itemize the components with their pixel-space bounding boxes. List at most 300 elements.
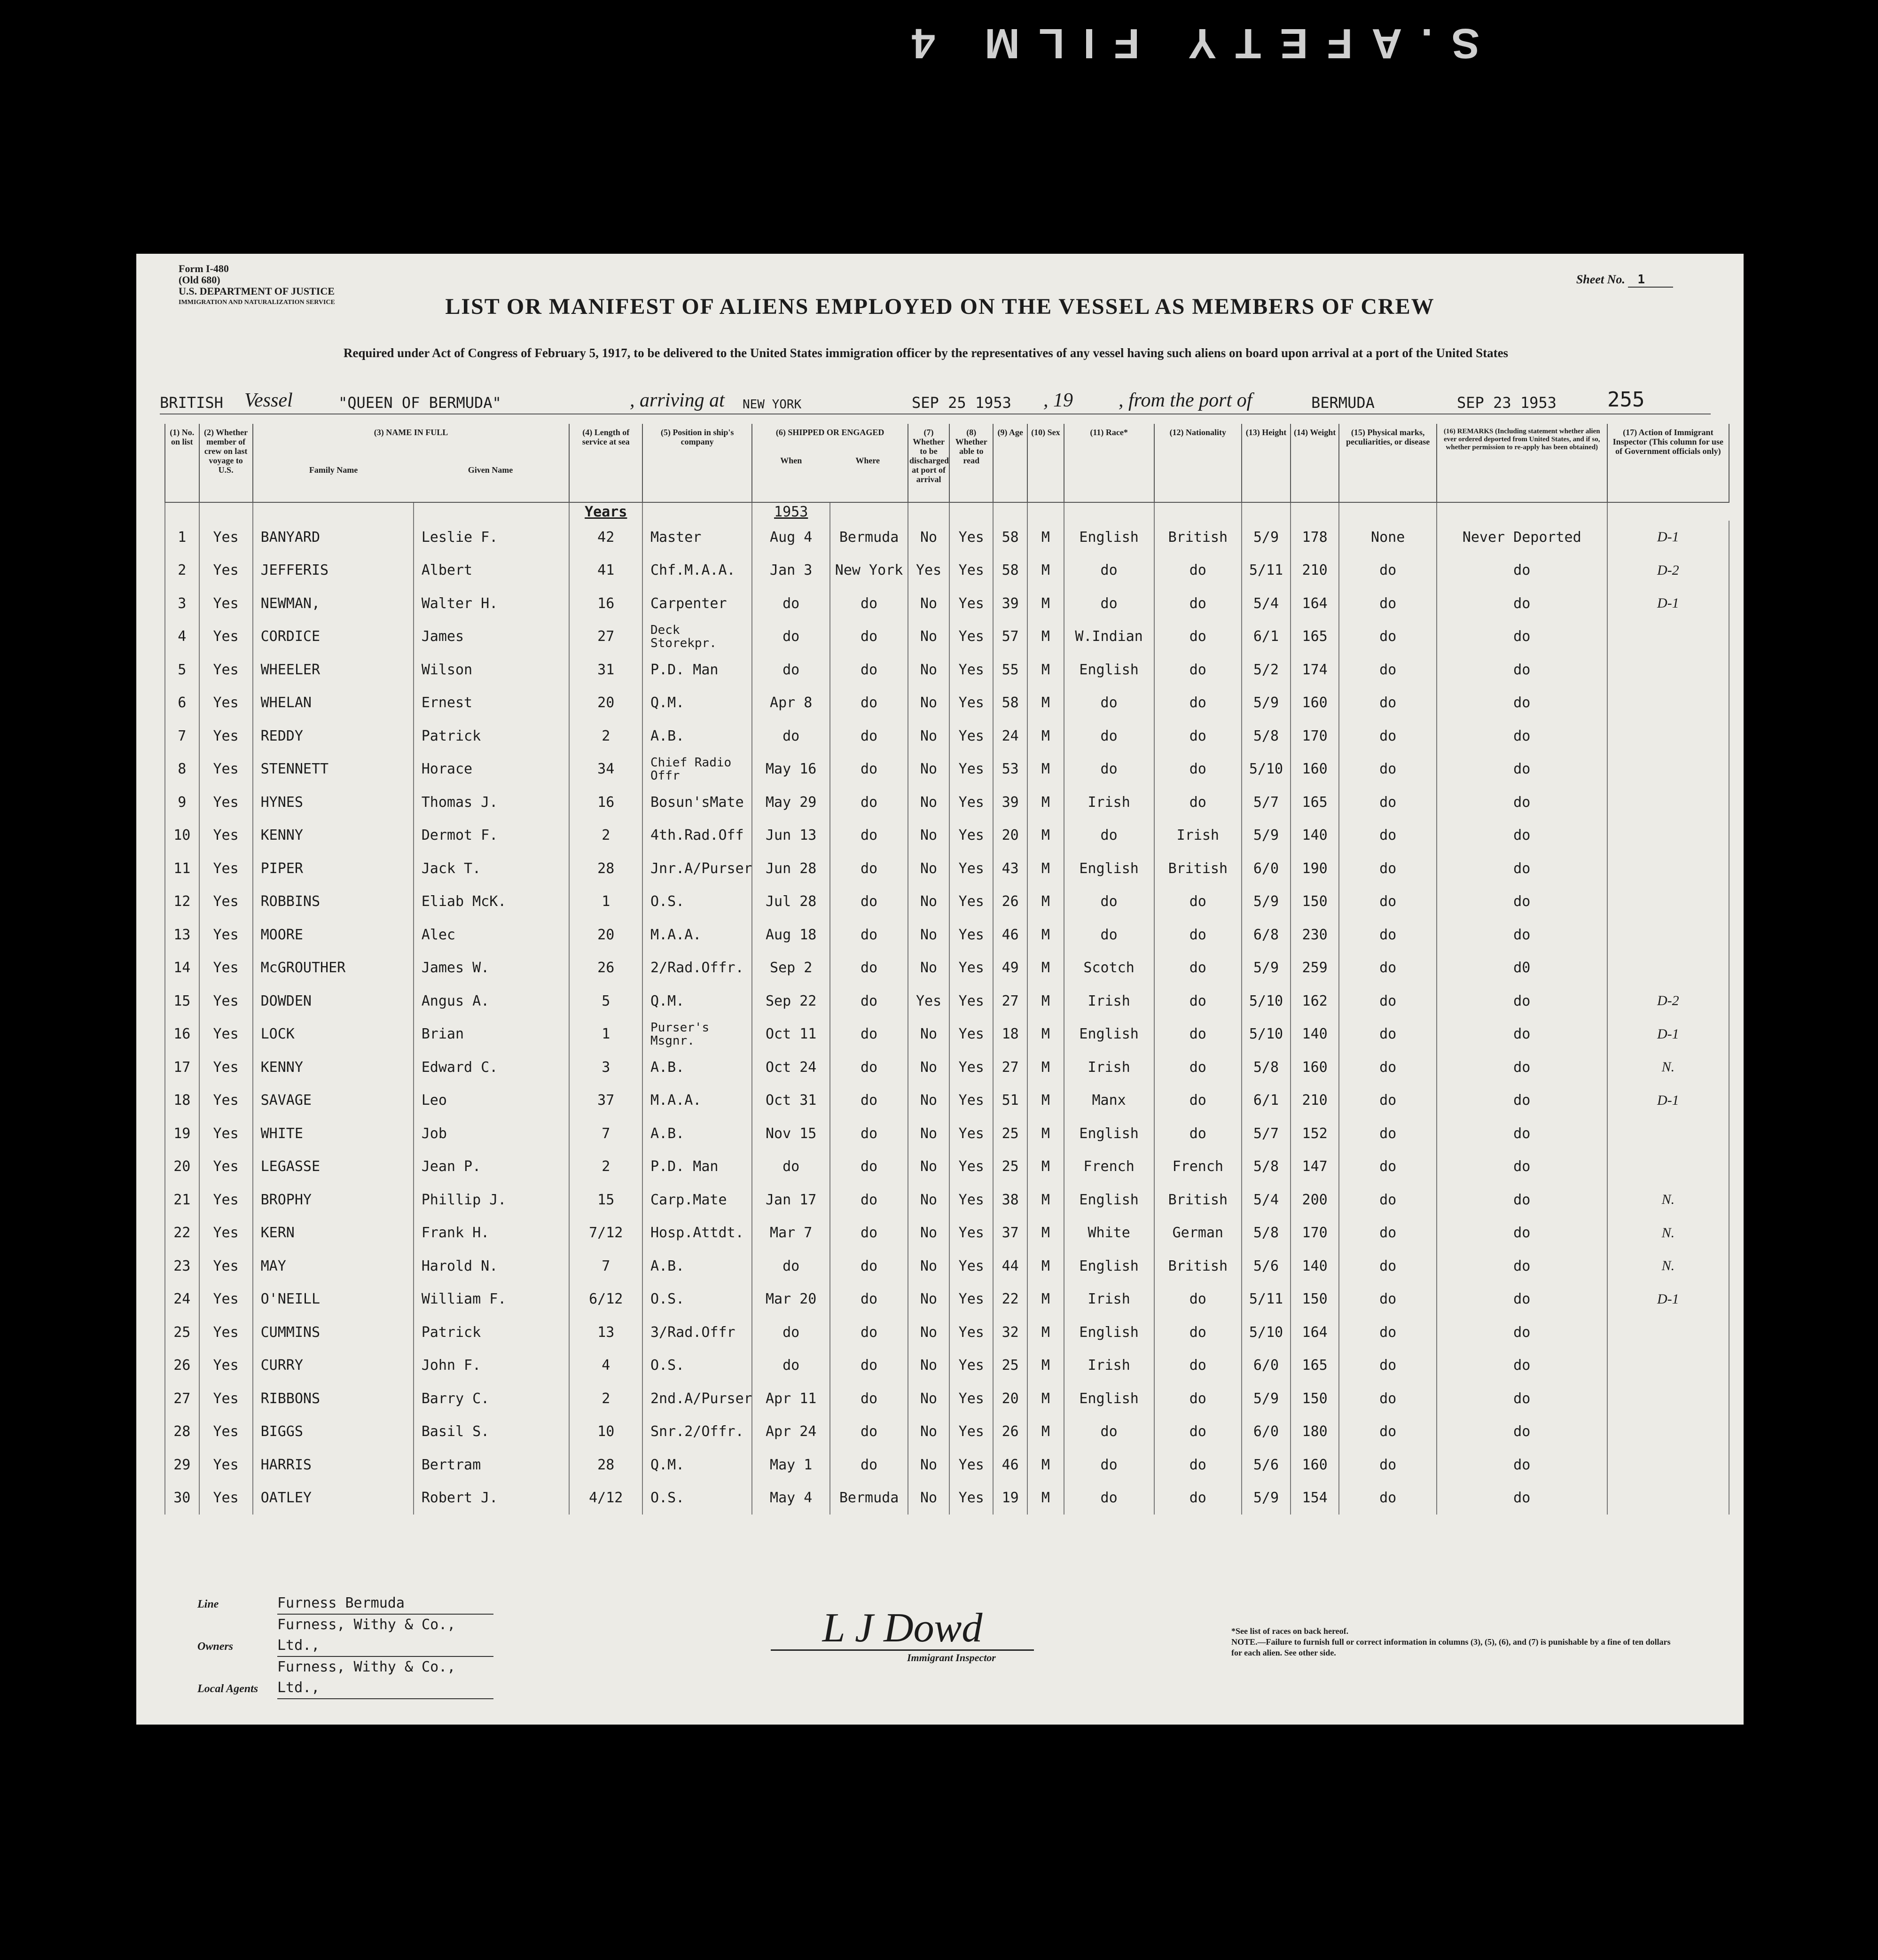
cell-discharged: No [908, 885, 949, 919]
cell-discharged: No [908, 1382, 949, 1415]
cell-read: Yes [949, 1283, 993, 1316]
cell-where: do [830, 1084, 908, 1117]
cell-height: 6/1 [1242, 620, 1291, 654]
cell-age: 26 [993, 885, 1027, 919]
cell-race: English [1064, 1316, 1154, 1349]
cell-marks: do [1339, 1183, 1436, 1217]
cell-no: 21 [165, 1183, 199, 1217]
cell-marks: do [1339, 819, 1436, 852]
col-header-discharged: (7) Whether to be discharged at port of arrival [908, 424, 949, 502]
cell-action [1607, 885, 1729, 919]
cell-service: 37 [569, 1084, 642, 1117]
cell-weight: 164 [1291, 587, 1339, 620]
cell-service: 26 [569, 952, 642, 985]
cell-family: KENNY [253, 819, 414, 852]
cell-remarks: do [1437, 1051, 1607, 1084]
cell-remarks: d0 [1437, 952, 1607, 985]
years-label: Years [569, 502, 642, 521]
cell-nationality: do [1154, 885, 1242, 919]
cell-action [1607, 653, 1729, 687]
cell-remarks: do [1437, 885, 1607, 919]
cell-height: 5/10 [1242, 1316, 1291, 1349]
cell-nationality: do [1154, 1283, 1242, 1316]
cell-height: 6/0 [1242, 1349, 1291, 1382]
cell-discharged: No [908, 952, 949, 985]
cell-where: do [830, 1051, 908, 1084]
table-row [165, 1183, 1729, 1217]
cell-action [1607, 819, 1729, 852]
cell-prev: Yes [199, 1051, 253, 1084]
cell-weight: 147 [1291, 1150, 1339, 1184]
cell-given: James W. [414, 952, 570, 985]
table-row [165, 753, 1729, 786]
col-header-nationality: (12) Nationality [1154, 424, 1242, 502]
cell-age: 18 [993, 1018, 1027, 1051]
cell-where: do [830, 1382, 908, 1415]
col-header-age: (9) Age [993, 424, 1027, 502]
cell-race: English [1064, 1249, 1154, 1283]
cell-no: 18 [165, 1084, 199, 1117]
form-identifier: Form I-480 (Old 680) U.S. DEPARTMENT OF JUSTICE IMMIGRATION AND NATURALIZATION SERVICE [179, 263, 335, 306]
cell-action: D-1 [1607, 1283, 1729, 1316]
cell-remarks: do [1437, 984, 1607, 1018]
cell-family: CORDICE [253, 620, 414, 654]
cell-nationality: do [1154, 1084, 1242, 1117]
cell-where: do [830, 819, 908, 852]
cell-marks: do [1339, 1415, 1436, 1449]
cell-where: New York [830, 554, 908, 587]
cell-height: 5/2 [1242, 653, 1291, 687]
cell-when: do [752, 1150, 830, 1184]
cell-given: Harold N. [414, 1249, 570, 1283]
cell-age: 25 [993, 1150, 1027, 1184]
cell-marks: do [1339, 587, 1436, 620]
cell-read: Yes [949, 819, 993, 852]
cell-discharged: No [908, 1249, 949, 1283]
cell-family: O'NEILL [253, 1283, 414, 1316]
cell-height: 5/10 [1242, 1018, 1291, 1051]
cell-action [1607, 1382, 1729, 1415]
crew-table [164, 424, 1729, 1515]
cell-prev: Yes [199, 1183, 253, 1217]
cell-nationality: do [1154, 1316, 1242, 1349]
cell-height: 5/9 [1242, 952, 1291, 985]
cell-discharged: No [908, 1316, 949, 1349]
cell-remarks: do [1437, 1084, 1607, 1117]
cell-family: REDDY [253, 719, 414, 753]
cell-remarks: do [1437, 1150, 1607, 1184]
cell-discharged: Yes [908, 554, 949, 587]
cell-family: CUMMINS [253, 1316, 414, 1349]
cell-position: Purser's Msgnr. [642, 1018, 752, 1051]
cell-marks: do [1339, 1283, 1436, 1316]
cell-marks: do [1339, 1018, 1436, 1051]
film-edge-text: S.AFETY FILM 4 [893, 20, 1480, 67]
cell-prev: Yes [199, 521, 253, 554]
cell-sex: M [1027, 620, 1064, 654]
cell-no: 9 [165, 786, 199, 819]
sheet-number: Sheet No. 1 [1576, 273, 1673, 287]
departure-port: BERMUDA [1311, 394, 1375, 412]
cell-where: do [830, 984, 908, 1018]
cell-service: 1 [569, 885, 642, 919]
cell-action: N. [1607, 1183, 1729, 1217]
cell-when: Apr 24 [752, 1415, 830, 1449]
cell-height: 5/8 [1242, 1051, 1291, 1084]
cell-service: 31 [569, 653, 642, 687]
cell-family: WHEELER [253, 653, 414, 687]
year-label-1953: 1953 [752, 502, 830, 521]
cell-age: 51 [993, 1084, 1027, 1117]
cell-race: do [1064, 587, 1154, 620]
cell-position: A.B. [642, 1117, 752, 1150]
cell-nationality: do [1154, 1448, 1242, 1482]
cell-given: Ernest [414, 687, 570, 720]
cell-remarks: do [1437, 1382, 1607, 1415]
cell-where: do [830, 620, 908, 654]
cell-no: 7 [165, 719, 199, 753]
cell-prev: Yes [199, 1283, 253, 1316]
cell-weight: 160 [1291, 1448, 1339, 1482]
cell-given: Thomas J. [414, 786, 570, 819]
cell-prev: Yes [199, 653, 253, 687]
col-header-read: (8) Whether able to read [949, 424, 993, 502]
cell-nationality: do [1154, 719, 1242, 753]
cell-race: do [1064, 1482, 1154, 1515]
cell-action: D-2 [1607, 984, 1729, 1018]
footer-agents: Line Furness Bermuda OwnersFurness, Withy & Co., Ltd., Local AgentsFurness, Withy & Co., Ltd., [197, 1593, 493, 1699]
cell-weight: 170 [1291, 719, 1339, 753]
cell-when: do [752, 1316, 830, 1349]
cell-age: 58 [993, 554, 1027, 587]
footnote: *See list of races on back hereof. NOTE.—Failure to furnish full or correct information in columns (3), (5), (6), and (7) is punishable by a fine of ten dollars for each alien. See other side. [1231, 1626, 1671, 1657]
cell-prev: Yes [199, 554, 253, 587]
cell-family: BANYARD [253, 521, 414, 554]
cell-race: English [1064, 521, 1154, 554]
cell-service: 4 [569, 1349, 642, 1382]
cell-remarks: do [1437, 653, 1607, 687]
cell-when: May 1 [752, 1448, 830, 1482]
cell-remarks: do [1437, 1349, 1607, 1382]
cell-height: 5/10 [1242, 753, 1291, 786]
cell-age: 22 [993, 1283, 1027, 1316]
cell-prev: Yes [199, 1382, 253, 1415]
cell-weight: 150 [1291, 885, 1339, 919]
table-row [165, 1316, 1729, 1349]
cell-sex: M [1027, 521, 1064, 554]
cell-age: 27 [993, 1051, 1027, 1084]
cell-weight: 150 [1291, 1283, 1339, 1316]
cell-weight: 170 [1291, 1217, 1339, 1250]
cell-when: Aug 18 [752, 918, 830, 952]
cell-given: Bertram [414, 1448, 570, 1482]
cell-family: BROPHY [253, 1183, 414, 1217]
cell-read: Yes [949, 1018, 993, 1051]
cell-nationality: do [1154, 984, 1242, 1018]
cell-family: MOORE [253, 918, 414, 952]
cell-nationality: do [1154, 1382, 1242, 1415]
cell-age: 39 [993, 587, 1027, 620]
cell-marks: do [1339, 984, 1436, 1018]
cell-read: Yes [949, 1183, 993, 1217]
table-row [165, 1018, 1729, 1051]
cell-where: do [830, 1283, 908, 1316]
cell-where: Bermuda [830, 521, 908, 554]
cell-marks: do [1339, 885, 1436, 919]
cell-age: 37 [993, 1217, 1027, 1250]
cell-sex: M [1027, 554, 1064, 587]
cell-when: Jun 28 [752, 852, 830, 885]
cell-remarks: do [1437, 1018, 1607, 1051]
cell-service: 16 [569, 587, 642, 620]
cell-prev: Yes [199, 852, 253, 885]
cell-discharged: No [908, 1084, 949, 1117]
cell-remarks: do [1437, 753, 1607, 786]
arrival-date: SEP 25 1953 [912, 394, 1011, 412]
cell-service: 20 [569, 687, 642, 720]
cell-action [1607, 1415, 1729, 1449]
cell-nationality: British [1154, 1249, 1242, 1283]
cell-when: May 16 [752, 753, 830, 786]
cell-read: Yes [949, 1051, 993, 1084]
cell-marks: do [1339, 554, 1436, 587]
cell-given: Jack T. [414, 852, 570, 885]
cell-remarks: do [1437, 852, 1607, 885]
cell-service: 6/12 [569, 1283, 642, 1316]
cell-height: 5/6 [1242, 1448, 1291, 1482]
cell-service: 41 [569, 554, 642, 587]
col-header-height: (13) Height [1242, 424, 1291, 502]
cell-nationality: French [1154, 1150, 1242, 1184]
cell-service: 2 [569, 819, 642, 852]
cell-remarks: do [1437, 1249, 1607, 1283]
col-header-shipped: (6) SHIPPED OR ENGAGED When Where [752, 424, 908, 502]
table-row [165, 852, 1729, 885]
cell-given: Dermot F. [414, 819, 570, 852]
cell-height: 5/8 [1242, 719, 1291, 753]
cell-family: McGROUTHER [253, 952, 414, 985]
cell-race: W.Indian [1064, 620, 1154, 654]
cell-action [1607, 1150, 1729, 1184]
cell-discharged: No [908, 1415, 949, 1449]
cell-position: 2/Rad.Offr. [642, 952, 752, 985]
cell-prev: Yes [199, 786, 253, 819]
cell-sex: M [1027, 1117, 1064, 1150]
cell-weight: 160 [1291, 687, 1339, 720]
cell-nationality: do [1154, 1117, 1242, 1150]
cell-prev: Yes [199, 1084, 253, 1117]
cell-family: WHITE [253, 1117, 414, 1150]
cell-given: Albert [414, 554, 570, 587]
cell-no: 28 [165, 1415, 199, 1449]
cell-nationality: do [1154, 1415, 1242, 1449]
agents-value: Furness, Withy & Co., Ltd., [277, 1657, 493, 1699]
cell-discharged: No [908, 687, 949, 720]
cell-nationality: do [1154, 620, 1242, 654]
cell-where: do [830, 1249, 908, 1283]
cell-nationality: British [1154, 521, 1242, 554]
cell-when: Mar 20 [752, 1283, 830, 1316]
cell-nationality: British [1154, 852, 1242, 885]
cell-sex: M [1027, 984, 1064, 1018]
cell-age: 49 [993, 952, 1027, 985]
cell-nationality: do [1154, 587, 1242, 620]
cell-prev: Yes [199, 918, 253, 952]
cell-where: do [830, 1183, 908, 1217]
cell-age: 20 [993, 1382, 1027, 1415]
table-row [165, 687, 1729, 720]
cell-discharged: No [908, 852, 949, 885]
cell-weight: 140 [1291, 1249, 1339, 1283]
cell-marks: do [1339, 719, 1436, 753]
cell-marks: None [1339, 521, 1436, 554]
cell-action [1607, 1117, 1729, 1150]
cell-remarks: do [1437, 1415, 1607, 1449]
table-row [165, 1084, 1729, 1117]
cell-sex: M [1027, 1283, 1064, 1316]
cell-where: do [830, 852, 908, 885]
cell-weight: 178 [1291, 521, 1339, 554]
cell-when: do [752, 653, 830, 687]
cell-family: LEGASSE [253, 1150, 414, 1184]
table-row [165, 1415, 1729, 1449]
cell-family: ROBBINS [253, 885, 414, 919]
cell-where: do [830, 952, 908, 985]
cell-family: RIBBONS [253, 1382, 414, 1415]
cell-where: do [830, 1316, 908, 1349]
cell-service: 28 [569, 852, 642, 885]
cell-race: do [1064, 719, 1154, 753]
cell-no: 24 [165, 1283, 199, 1316]
cell-position: Jnr.A/Purser [642, 852, 752, 885]
cell-position: Q.M. [642, 687, 752, 720]
cell-position: P.D. Man [642, 1150, 752, 1184]
cell-given: Patrick [414, 1316, 570, 1349]
cell-age: 27 [993, 984, 1027, 1018]
cell-when: Sep 2 [752, 952, 830, 985]
cell-read: Yes [949, 687, 993, 720]
cell-service: 7 [569, 1117, 642, 1150]
cell-age: 38 [993, 1183, 1027, 1217]
cell-marks: do [1339, 1349, 1436, 1382]
cell-prev: Yes [199, 1316, 253, 1349]
col-header-service: (4) Length of service at sea [569, 424, 642, 502]
cell-marks: do [1339, 753, 1436, 786]
cell-action: D-1 [1607, 521, 1729, 554]
cell-when: Jun 13 [752, 819, 830, 852]
cell-prev: Yes [199, 1018, 253, 1051]
cell-position: Q.M. [642, 984, 752, 1018]
cell-sex: M [1027, 1349, 1064, 1382]
cell-when: Oct 31 [752, 1084, 830, 1117]
cell-family: STENNETT [253, 753, 414, 786]
cell-read: Yes [949, 1150, 993, 1184]
cell-weight: 140 [1291, 1018, 1339, 1051]
cell-family: BIGGS [253, 1415, 414, 1449]
cell-marks: do [1339, 1249, 1436, 1283]
cell-no: 29 [165, 1448, 199, 1482]
cell-sex: M [1027, 819, 1064, 852]
cell-nationality: German [1154, 1217, 1242, 1250]
cell-prev: Yes [199, 1249, 253, 1283]
cell-when: May 4 [752, 1482, 830, 1515]
cell-race: English [1064, 1117, 1154, 1150]
cell-read: Yes [949, 1117, 993, 1150]
cell-family: LOCK [253, 1018, 414, 1051]
cell-prev: Yes [199, 952, 253, 985]
cell-service: 13 [569, 1316, 642, 1349]
cell-position: Chief Radio Offr [642, 753, 752, 786]
cell-height: 6/1 [1242, 1084, 1291, 1117]
cell-no: 30 [165, 1482, 199, 1515]
table-row [165, 1382, 1729, 1415]
cell-read: Yes [949, 554, 993, 587]
cell-marks: do [1339, 1382, 1436, 1415]
cell-when: Apr 11 [752, 1382, 830, 1415]
cell-nationality: do [1154, 753, 1242, 786]
cell-service: 42 [569, 521, 642, 554]
cell-weight: 150 [1291, 1382, 1339, 1415]
cell-no: 1 [165, 521, 199, 554]
cell-position: O.S. [642, 1349, 752, 1382]
cell-sex: M [1027, 1316, 1064, 1349]
cell-when: Apr 8 [752, 687, 830, 720]
cell-read: Yes [949, 1249, 993, 1283]
col-header-no: (1) No. on list [165, 424, 199, 502]
cell-remarks: do [1437, 587, 1607, 620]
cell-remarks: do [1437, 918, 1607, 952]
cell-given: Wilson [414, 653, 570, 687]
cell-height: 6/8 [1242, 918, 1291, 952]
col-header-sex: (10) Sex [1027, 424, 1064, 502]
cell-discharged: No [908, 819, 949, 852]
col-header-action: (17) Action of Immigrant Inspector (This column for use of Government officials only) [1607, 424, 1729, 502]
cell-race: do [1064, 1415, 1154, 1449]
cell-no: 22 [165, 1217, 199, 1250]
cell-sex: M [1027, 1183, 1064, 1217]
cell-sex: M [1027, 1018, 1064, 1051]
cell-no: 5 [165, 653, 199, 687]
cell-age: 32 [993, 1316, 1027, 1349]
cell-race: do [1064, 554, 1154, 587]
cell-read: Yes [949, 1316, 993, 1349]
cell-no: 26 [165, 1349, 199, 1382]
cell-given: James [414, 620, 570, 654]
cell-height: 6/0 [1242, 852, 1291, 885]
cell-position: A.B. [642, 1249, 752, 1283]
cell-race: Manx [1064, 1084, 1154, 1117]
cell-family: OATLEY [253, 1482, 414, 1515]
cell-height: 5/7 [1242, 1117, 1291, 1150]
cell-marks: do [1339, 687, 1436, 720]
departure-date: SEP 23 1953 [1457, 394, 1557, 412]
cell-read: Yes [949, 1349, 993, 1382]
cell-where: do [830, 786, 908, 819]
cell-race: English [1064, 1018, 1154, 1051]
cell-age: 26 [993, 1415, 1027, 1449]
cell-family: NEWMAN, [253, 587, 414, 620]
cell-height: 5/6 [1242, 1249, 1291, 1283]
cell-where: do [830, 1217, 908, 1250]
cell-no: 25 [165, 1316, 199, 1349]
cell-family: DOWDEN [253, 984, 414, 1018]
cell-prev: Yes [199, 1150, 253, 1184]
cell-age: 58 [993, 521, 1027, 554]
cell-family: JEFFERIS [253, 554, 414, 587]
cell-marks: do [1339, 1448, 1436, 1482]
cell-prev: Yes [199, 1117, 253, 1150]
cell-remarks: do [1437, 1117, 1607, 1150]
